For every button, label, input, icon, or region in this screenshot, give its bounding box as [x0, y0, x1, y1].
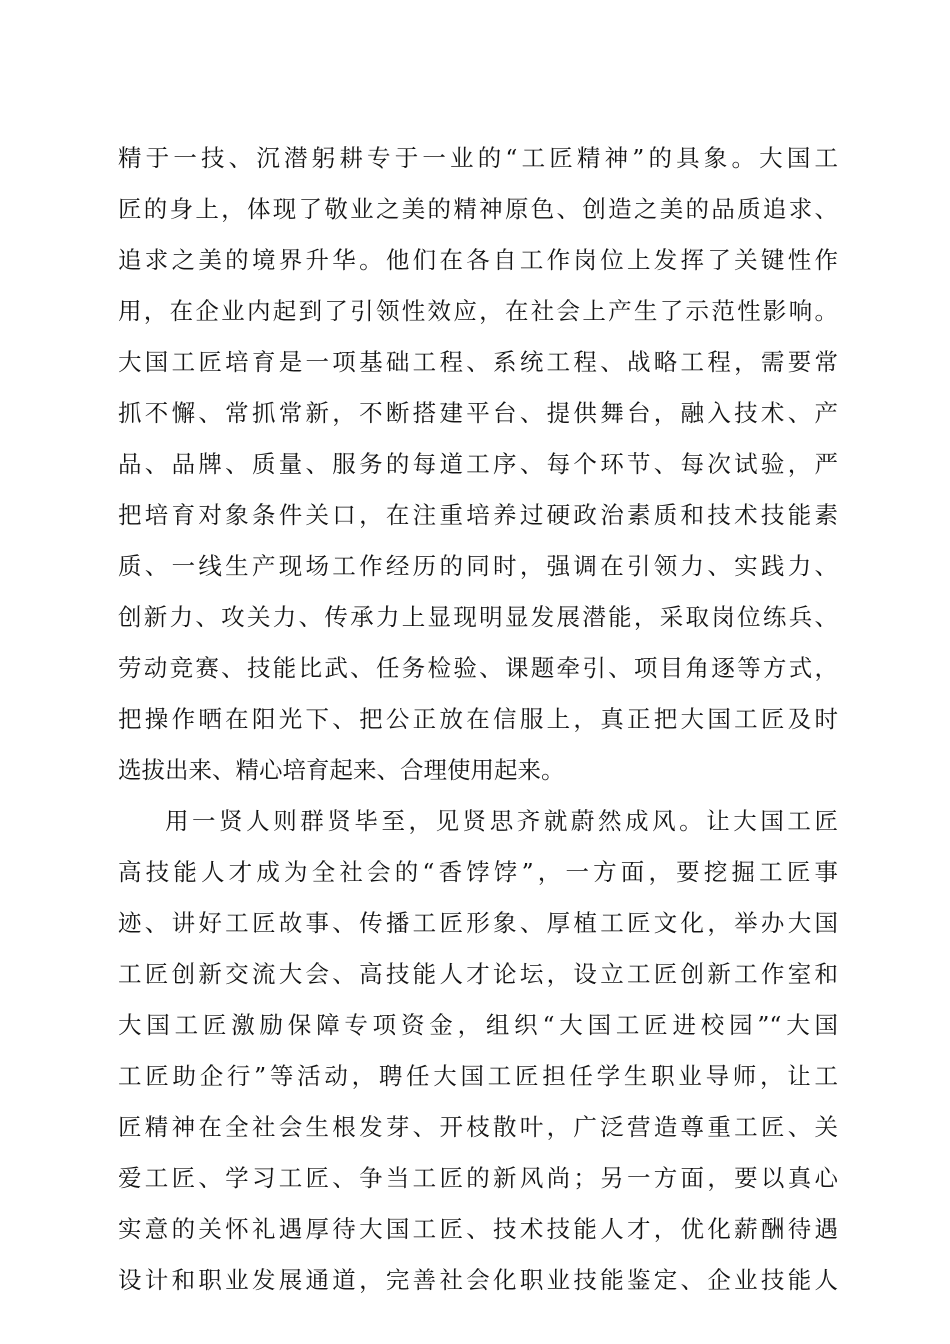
text-line: 用，在企业内起到了引领性效应，在社会上产生了示范性影响。 [118, 297, 838, 325]
text-line: 把培育对象条件关口，在注重培养过硬政治素质和技术技能素 [118, 501, 838, 529]
text-line: 匠的身上，体现了敬业之美的精神原色、创造之美的品质追求、 [118, 195, 838, 223]
text-line: 把操作晒在阳光下、把公正放在信服上，真正把大国工匠及时 [118, 705, 838, 733]
paragraph-1 [118, 133, 838, 796]
text-line: 精于一技、沉潜躬耕专于一业的“工匠精神”的具象。大国工 [118, 144, 838, 172]
text-line: 工匠助企行”等活动，聘任大国工匠担任学生职业导师，让工 [118, 1062, 838, 1090]
text-line: 实意的关怀礼遇厚待大国工匠、技术技能人才，优化薪酬待遇 [118, 1215, 838, 1243]
text-line: 品、品牌、质量、服务的每道工序、每个环节、每次试验，严 [118, 450, 838, 478]
text-line: 创新力、攻关力、传承力上显现明显发展潜能，采取岗位练兵、 [118, 603, 838, 631]
text-line: 选拔出来、精心培育起来、合理使用起来。 [118, 756, 565, 784]
text-line: 抓不懈、常抓常新，不断搭建平台、提供舞台，融入技术、产 [118, 399, 838, 427]
text-line: 大国工匠培育是一项基础工程、系统工程、战略工程，需要常 [118, 348, 838, 376]
text-line: 匠精神在全社会生根发芽、开枝散叶，广泛营造尊重工匠、关 [118, 1113, 838, 1141]
text-line: 追求之美的境界升华。他们在各自工作岗位上发挥了关键性作 [118, 246, 838, 274]
text-line: 设计和职业发展通道，完善社会化职业技能鉴定、企业技能人 [118, 1266, 838, 1294]
text-line: 大国工匠激励保障专项资金，组织“大国工匠进校园”“大国 [118, 1011, 838, 1039]
text-line: 高技能人才成为全社会的“香饽饽”，一方面，要挖掘工匠事 [118, 858, 838, 886]
text-line: 劳动竞赛、技能比武、任务检验、课题牵引、项目角逐等方式， [118, 654, 838, 682]
text-line: 用一贤人则群贤毕至，见贤思齐就蔚然成风。让大国工匠 [165, 807, 838, 835]
document-body [118, 133, 838, 1306]
text-line: 质、一线生产现场工作经历的同时，强调在引领力、实践力、 [118, 552, 838, 580]
paragraph-2 [118, 796, 838, 1306]
text-line: 爱工匠、学习工匠、争当工匠的新风尚；另一方面，要以真心 [118, 1164, 838, 1192]
text-line: 工匠创新交流大会、高技能人才论坛，设立工匠创新工作室和 [118, 960, 838, 988]
text-line: 迹、讲好工匠故事、传播工匠形象、厚植工匠文化，举办大国 [118, 909, 838, 937]
